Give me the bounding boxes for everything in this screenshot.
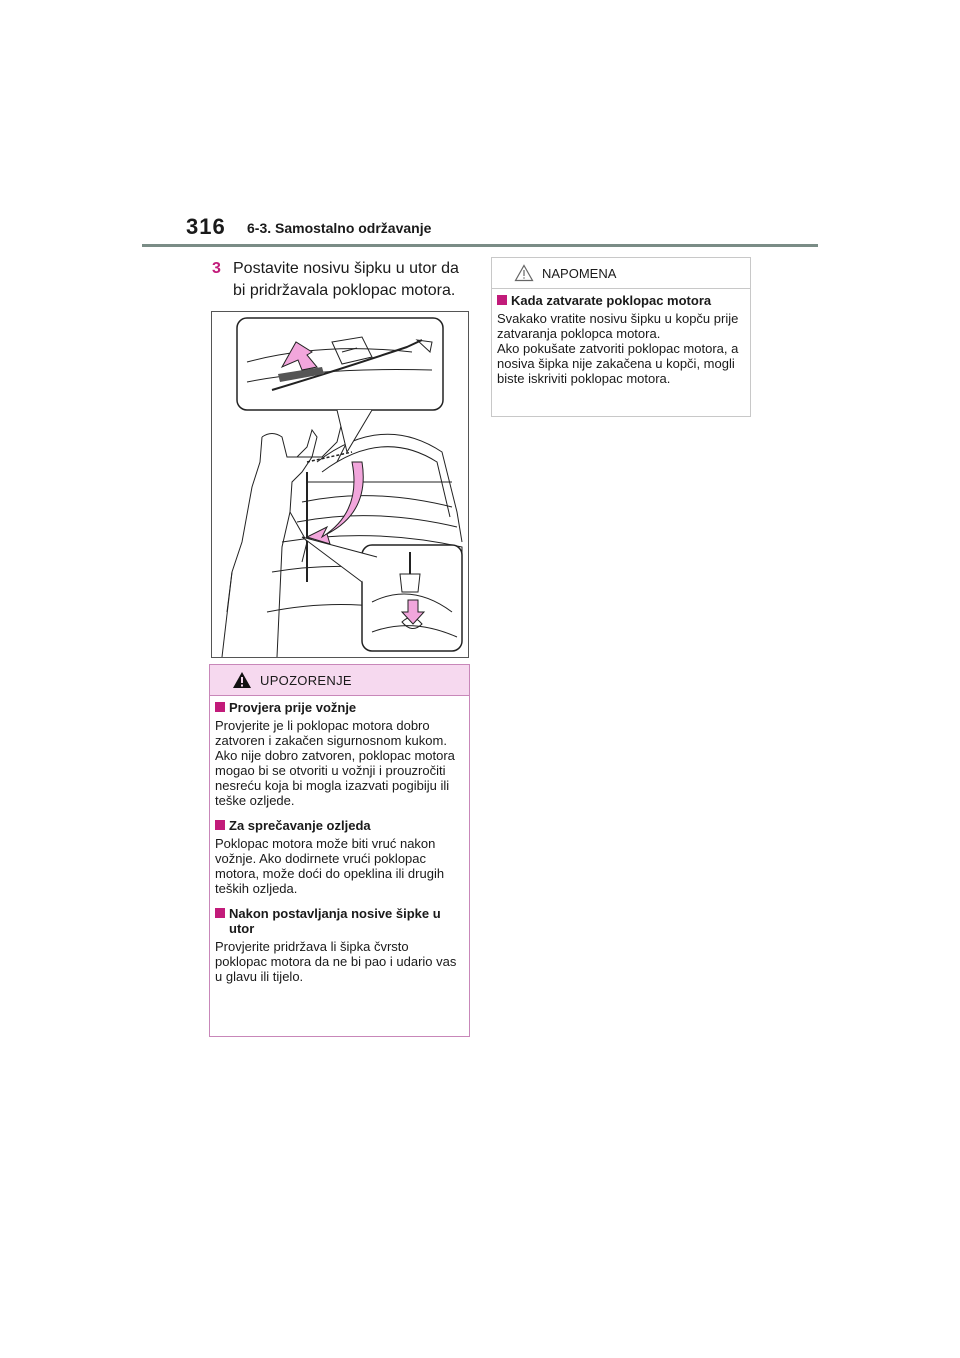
page-number: 316 (186, 214, 226, 239)
hood-support-rod-illustration (211, 311, 469, 658)
notice-header (492, 258, 750, 289)
warning-triangle-icon (232, 671, 252, 694)
step-number: 3 (212, 260, 221, 277)
step-text: Postavite nosivu šipku u utor da bi pridržavala poklopac motora. (233, 260, 459, 299)
warning-item-title: Nakon postavljanja nosive šipke u utor (229, 906, 441, 936)
warning-item-title: Za sprečavanje ozljeda (229, 818, 371, 833)
header-rule (142, 244, 818, 247)
bullet-square-icon (215, 702, 225, 712)
warning-item-text: Provjerite je li poklopac motora dobro zatvoren i zakačen sigurnosnom kukom. Ako nije dobro zatvoren, poklopac motora mogao bi se otvoriti u vožnji i prouzročiti nesreću koja bi mogla izazvati pogibiju ili teške ozljede. (215, 718, 455, 808)
warning-item-text: Provjerite pridržava li šipka čvrsto poklopac motora da ne bi pao i udario vas u glavu ili tijelo. (215, 939, 457, 984)
notice-title: NAPOMENA (542, 266, 617, 281)
notice-item-title: Kada zatvarate poklopac motora (511, 293, 712, 308)
warning-item (215, 818, 464, 896)
warning-item (215, 700, 464, 808)
warning-item-title: Provjera prije vožnje (229, 700, 357, 715)
notice-box (491, 257, 751, 417)
warning-header (210, 665, 469, 696)
warning-body (210, 696, 469, 984)
warning-item (215, 906, 464, 984)
notice-item-text: Svakako vratite nosivu šipku u kopču prije zatvaranja poklopca motora. Ako pokušate zatvoriti poklopac motora, a nosiva šipka nije zakačena u kopči, mogli biste iskriviti poklopac motora. (497, 311, 739, 386)
illustration-svg (212, 312, 468, 657)
bullet-square-icon (215, 820, 225, 830)
section-title: 6-3. Samostalno održavanje (247, 220, 432, 236)
warning-item-text: Poklopac motora može biti vruć nakon vožnje. Ako dodirnete vrući poklopac motora, može doći do opeklina ili drugih teških ozljeda. (215, 836, 445, 896)
notice-body (492, 289, 750, 386)
bullet-square-icon (215, 908, 225, 918)
warning-title: UPOZORENJE (260, 673, 352, 688)
warning-box (209, 664, 470, 1037)
step-3 (212, 258, 472, 302)
notice-item (497, 293, 745, 386)
caution-triangle-outline-icon (514, 264, 534, 287)
bullet-square-icon (497, 295, 507, 305)
